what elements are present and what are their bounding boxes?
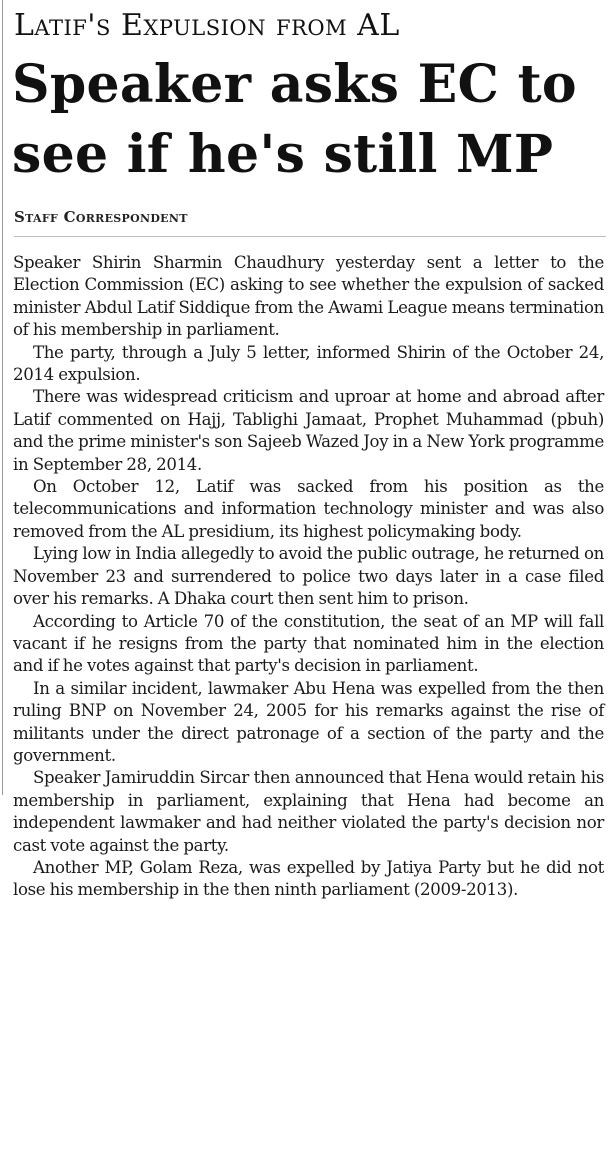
byline-divider [14, 236, 606, 237]
article-paragraph: Speaker Jamiruddin Sircar then announced that Hena would retain his membership in parliament, explaining that Hena had become an independent lawmaker and had neither violated the party's decision nor cast vote against the party. [13, 768, 604, 855]
article-paragraph: Lying low in India allegedly to avoid the public outrage, he returned on November 23 and surrendered to police two days later in a case filed over his remarks. A Dhaka court then sent him to prison. [13, 544, 604, 609]
article-kicker: Latif's Expulsion from AL [14, 8, 400, 43]
article-paragraph: In a similar incident, lawmaker Abu Hena was expelled from the then ruling BNP on November 24, 2005 for his remarks against the rise of militants under the direct patronage of a section of the party and the government. [13, 678, 604, 765]
article-body [13, 252, 604, 902]
article-paragraph: On October 12, Latif was sacked from his position as the telecommunications and information technology minister and was also removed from the AL presidium, its highest policymaking body. [13, 477, 604, 541]
article-headline: Speaker asks EC to see if he's still MP [12, 54, 577, 185]
article-paragraph: The party, through a July 5 letter, informed Shirin of the October 24, 2014 expulsion. [13, 342, 604, 385]
article-paragraph: There was widespread criticism and uproar at home and abroad after Latif commented on Hajj, Tablighi Jamaat, Prophet Muhammad (pbuh) and the prime minister's son Sajeeb Wazed Joy in a New York programme in September 28, 2014. [13, 387, 604, 474]
column-rule [2, 0, 3, 795]
article-paragraph: According to Article 70 of the constitution, the seat of an MP will fall vacant if he resigns from the party that nominated him in the election and if he votes against that party's decision in parliament. [13, 611, 604, 676]
article-paragraph: Another MP, Golam Reza, was expelled by Jatiya Party but he did not lose his membership in the then ninth parliament (2009-2013). [13, 857, 604, 900]
article-paragraph: Speaker Shirin Sharmin Chaudhury yesterday sent a letter to the Election Commission (EC) asking to see whether the expulsion of sacked minister Abdul Latif Siddique from the Awami League means termination of his membership in parliament. [13, 253, 604, 340]
article-byline: Staff Correspondent [14, 208, 188, 226]
